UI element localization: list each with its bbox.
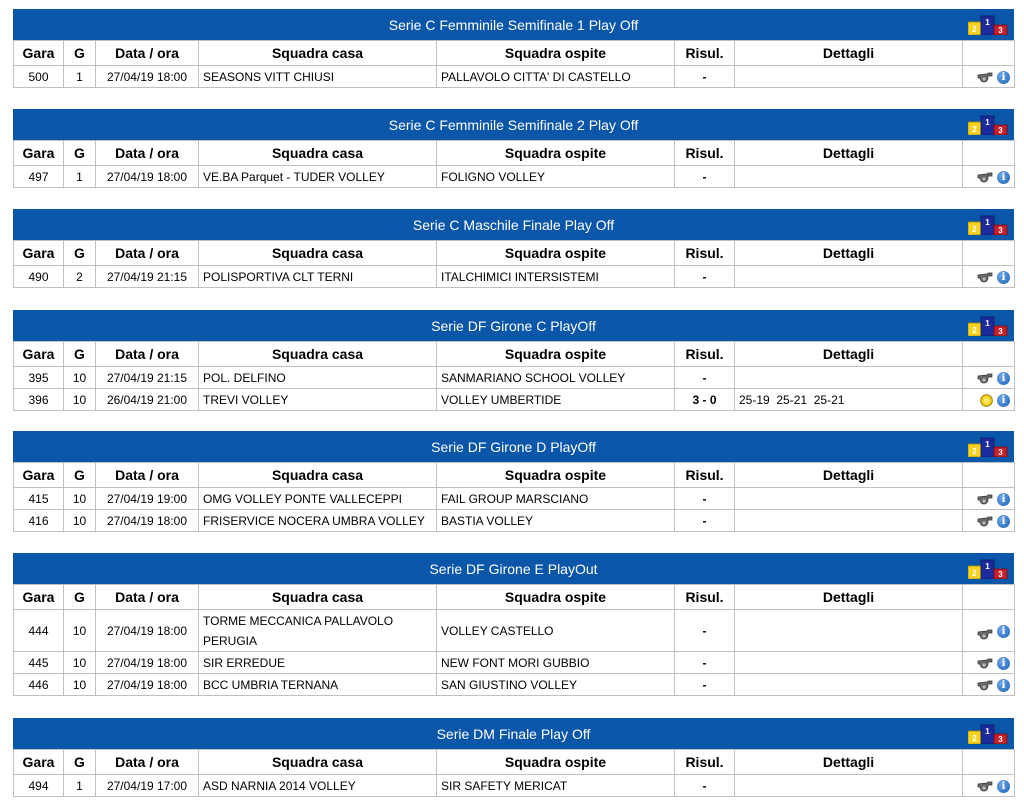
cell-data-ora: 27/04/19 21:15 (96, 367, 199, 389)
section-title: Serie C Femminile Semifinale 2 Play Off (388, 116, 639, 133)
cell-gara: 500 (14, 66, 64, 88)
section-title: Serie C Femminile Semifinale 1 Play Off (388, 16, 639, 33)
svg-text:2: 2 (972, 734, 977, 743)
col-header-g: G (64, 585, 96, 610)
cell-squadra-ospite: NEW FONT MORI GUBBIO (437, 652, 675, 674)
col-header-dettagli: Dettagli (735, 241, 963, 266)
cell-dettagli (735, 266, 963, 288)
svg-text:3: 3 (998, 570, 1003, 579)
info-icon[interactable]: i (997, 493, 1010, 506)
col-header-g: G (64, 41, 96, 66)
cell-squadra-ospite: FAIL GROUP MARSCIANO (437, 488, 675, 510)
col-header-gara: Gara (14, 750, 64, 775)
col-header-dettagli: Dettagli (735, 585, 963, 610)
cell-dettagli (735, 610, 963, 652)
games-table (13, 240, 1015, 288)
svg-text:1: 1 (985, 562, 990, 571)
whistle-icon[interactable] (977, 72, 993, 83)
cell-data-ora: 27/04/19 17:00 (96, 775, 199, 797)
cell-data-ora: 27/04/19 18:00 (96, 652, 199, 674)
col-header-risul: Risul. (675, 141, 735, 166)
info-icon[interactable]: i (997, 271, 1010, 284)
cell-actions (963, 488, 1015, 510)
cell-dettagli (735, 367, 963, 389)
col-header-dettagli: Dettagli (735, 750, 963, 775)
cell-squadra-ospite: BASTIA VOLLEY (437, 510, 675, 532)
games-table (13, 40, 1015, 88)
cell-squadra-casa: TORME MECCANICA PALLAVOLO PERUGIA (199, 610, 437, 652)
cell-squadra-ospite: PALLAVOLO CITTA' DI CASTELLO (437, 66, 675, 88)
col-header-data-ora: Data / ora (96, 463, 199, 488)
svg-text:3: 3 (998, 226, 1003, 235)
header-row (14, 241, 1015, 266)
table-row (14, 775, 1015, 797)
cell-data-ora: 27/04/19 19:00 (96, 488, 199, 510)
info-icon[interactable]: i (997, 679, 1010, 692)
col-header-risul: Risul. (675, 342, 735, 367)
podium-icon[interactable] (968, 15, 1008, 35)
table-row (14, 652, 1015, 674)
cell-dettagli (735, 775, 963, 797)
whistle-icon[interactable] (977, 781, 993, 792)
games-table (13, 341, 1015, 411)
cell-squadra-casa: BCC UMBRIA TERNANA (199, 674, 437, 696)
whistle-icon[interactable] (977, 516, 993, 527)
section-title-bar (13, 109, 1014, 140)
section (13, 9, 1014, 88)
col-header-squadra-casa: Squadra casa (199, 241, 437, 266)
table-row (14, 488, 1015, 510)
cell-squadra-casa: TREVI VOLLEY (199, 389, 437, 411)
col-header-risul: Risul. (675, 241, 735, 266)
info-icon[interactable]: i (997, 657, 1010, 670)
whistle-icon[interactable] (977, 272, 993, 283)
cell-giornata: 10 (64, 488, 96, 510)
cell-risultato: - (675, 166, 735, 188)
whistle-icon[interactable] (977, 626, 993, 637)
section (13, 431, 1014, 532)
section-title: Serie DF Girone D PlayOff (431, 438, 596, 455)
table-row (14, 367, 1015, 389)
section-title: Serie C Maschile Finale Play Off (412, 216, 615, 233)
whistle-icon[interactable] (977, 658, 993, 669)
col-header-gara: Gara (14, 342, 64, 367)
cell-gara: 446 (14, 674, 64, 696)
table-row (14, 510, 1015, 532)
table-row (14, 66, 1015, 88)
col-header-g: G (64, 342, 96, 367)
header-row (14, 41, 1015, 66)
cell-risultato: - (675, 266, 735, 288)
cell-squadra-ospite: SIR SAFETY MERICAT (437, 775, 675, 797)
section-title-bar (13, 310, 1014, 341)
cell-data-ora: 27/04/19 21:15 (96, 266, 199, 288)
cell-giornata: 1 (64, 66, 96, 88)
col-header-dettagli: Dettagli (735, 463, 963, 488)
cell-squadra-ospite: VOLLEY UMBERTIDE (437, 389, 675, 411)
info-icon[interactable]: i (997, 372, 1010, 385)
games-table (13, 462, 1015, 532)
section (13, 209, 1014, 288)
cell-squadra-casa: POL. DELFINO (199, 367, 437, 389)
whistle-icon[interactable] (977, 172, 993, 183)
col-header-risul: Risul. (675, 750, 735, 775)
table-row (14, 674, 1015, 696)
col-header-squadra-casa: Squadra casa (199, 585, 437, 610)
cell-giornata: 10 (64, 389, 96, 411)
svg-text:1: 1 (985, 727, 990, 736)
cell-dettagli (735, 674, 963, 696)
cell-squadra-ospite: FOLIGNO VOLLEY (437, 166, 675, 188)
svg-text:3: 3 (998, 26, 1003, 35)
col-header-squadra-ospite: Squadra ospite (437, 750, 675, 775)
whistle-icon[interactable] (977, 373, 993, 384)
col-header-gara: Gara (14, 585, 64, 610)
section (13, 718, 1014, 797)
section-title: Serie DM Finale Play Off (436, 725, 591, 742)
cell-actions (963, 166, 1015, 188)
medal-icon[interactable] (980, 394, 993, 407)
section-title-bar (13, 718, 1014, 749)
col-header-data-ora: Data / ora (96, 241, 199, 266)
cell-gara: 490 (14, 266, 64, 288)
cell-risultato: - (675, 652, 735, 674)
cell-risultato: - (675, 488, 735, 510)
svg-text:1: 1 (985, 440, 990, 449)
cell-risultato: - (675, 775, 735, 797)
cell-actions (963, 510, 1015, 532)
info-icon[interactable]: i (997, 780, 1010, 793)
svg-text:2: 2 (972, 326, 977, 335)
col-header-data-ora: Data / ora (96, 141, 199, 166)
section (13, 109, 1014, 188)
cell-gara: 444 (14, 610, 64, 652)
col-header-actions (963, 750, 1015, 775)
cell-giornata: 10 (64, 367, 96, 389)
podium-icon[interactable] (968, 215, 1008, 235)
cell-actions (963, 66, 1015, 88)
cell-dettagli (735, 166, 963, 188)
cell-actions (963, 674, 1015, 696)
cell-risultato: - (675, 510, 735, 532)
svg-text:2: 2 (972, 25, 977, 34)
cell-risultato: - (675, 610, 735, 652)
section-title-bar (13, 431, 1014, 462)
header-row (14, 342, 1015, 367)
col-header-actions (963, 141, 1015, 166)
section-title-bar (13, 553, 1014, 584)
cell-gara: 415 (14, 488, 64, 510)
cell-data-ora: 27/04/19 18:00 (96, 610, 199, 652)
cell-dettagli (735, 488, 963, 510)
svg-text:1: 1 (985, 319, 990, 328)
table-row (14, 166, 1015, 188)
col-header-squadra-ospite: Squadra ospite (437, 241, 675, 266)
cell-squadra-ospite: SANMARIANO SCHOOL VOLLEY (437, 367, 675, 389)
svg-text:1: 1 (985, 18, 990, 27)
cell-gara: 445 (14, 652, 64, 674)
col-header-data-ora: Data / ora (96, 41, 199, 66)
cell-squadra-casa: SEASONS VITT CHIUSI (199, 66, 437, 88)
svg-text:1: 1 (985, 218, 990, 227)
info-icon[interactable]: i (997, 394, 1010, 407)
section-title: Serie DF Girone C PlayOff (431, 317, 596, 334)
info-icon[interactable]: i (997, 171, 1010, 184)
games-table (13, 584, 1015, 696)
cell-data-ora: 27/04/19 18:00 (96, 674, 199, 696)
col-header-gara: Gara (14, 463, 64, 488)
svg-text:2: 2 (972, 569, 977, 578)
cell-dettagli: 25-19 25-21 25-21 (735, 389, 963, 411)
podium-icon[interactable] (968, 115, 1008, 135)
col-header-g: G (64, 141, 96, 166)
svg-text:3: 3 (998, 448, 1003, 457)
svg-text:3: 3 (998, 327, 1003, 336)
header-row (14, 750, 1015, 775)
col-header-risul: Risul. (675, 463, 735, 488)
col-header-g: G (64, 241, 96, 266)
col-header-data-ora: Data / ora (96, 342, 199, 367)
header-row (14, 585, 1015, 610)
section-title: Serie DF Girone E PlayOut (429, 560, 598, 577)
cell-squadra-casa: POLISPORTIVA CLT TERNI (199, 266, 437, 288)
podium-icon[interactable] (968, 724, 1008, 744)
col-header-actions (963, 463, 1015, 488)
cell-gara: 396 (14, 389, 64, 411)
col-header-g: G (64, 463, 96, 488)
col-header-actions (963, 41, 1015, 66)
section-title-bar (13, 209, 1014, 240)
cell-squadra-casa: ASD NARNIA 2014 VOLLEY (199, 775, 437, 797)
col-header-squadra-ospite: Squadra ospite (437, 463, 675, 488)
cell-data-ora: 27/04/19 18:00 (96, 510, 199, 532)
col-header-squadra-casa: Squadra casa (199, 463, 437, 488)
svg-text:3: 3 (998, 735, 1003, 744)
svg-text:3: 3 (998, 126, 1003, 135)
col-header-risul: Risul. (675, 585, 735, 610)
cell-actions (963, 775, 1015, 797)
col-header-dettagli: Dettagli (735, 342, 963, 367)
cell-giornata: 1 (64, 166, 96, 188)
col-header-data-ora: Data / ora (96, 750, 199, 775)
col-header-gara: Gara (14, 41, 64, 66)
cell-data-ora: 27/04/19 18:00 (96, 166, 199, 188)
col-header-gara: Gara (14, 241, 64, 266)
cell-dettagli (735, 66, 963, 88)
cell-risultato: - (675, 66, 735, 88)
section (13, 310, 1014, 411)
col-header-squadra-casa: Squadra casa (199, 141, 437, 166)
cell-actions (963, 610, 1015, 652)
cell-gara: 494 (14, 775, 64, 797)
podium-icon[interactable] (968, 316, 1008, 336)
cell-dettagli (735, 652, 963, 674)
table-row (14, 266, 1015, 288)
cell-risultato: - (675, 674, 735, 696)
games-table (13, 749, 1015, 797)
col-header-actions (963, 241, 1015, 266)
cell-squadra-ospite: ITALCHIMICI INTERSISTEMI (437, 266, 675, 288)
cell-squadra-casa: VE.BA Parquet - TUDER VOLLEY (199, 166, 437, 188)
col-header-dettagli: Dettagli (735, 141, 963, 166)
cell-gara: 497 (14, 166, 64, 188)
cell-actions (963, 367, 1015, 389)
col-header-squadra-ospite: Squadra ospite (437, 141, 675, 166)
cell-data-ora: 26/04/19 21:00 (96, 389, 199, 411)
cell-squadra-casa: SIR ERREDUE (199, 652, 437, 674)
table-row (14, 389, 1015, 411)
info-icon[interactable]: i (997, 515, 1010, 528)
cell-giornata: 10 (64, 510, 96, 532)
col-header-actions (963, 342, 1015, 367)
info-icon[interactable]: i (997, 625, 1010, 638)
cell-gara: 416 (14, 510, 64, 532)
cell-squadra-casa: FRISERVICE NOCERA UMBRA VOLLEY (199, 510, 437, 532)
cell-actions (963, 389, 1015, 411)
svg-text:2: 2 (972, 125, 977, 134)
section-title-bar (13, 9, 1014, 40)
cell-giornata: 2 (64, 266, 96, 288)
svg-text:2: 2 (972, 225, 977, 234)
col-header-squadra-ospite: Squadra ospite (437, 41, 675, 66)
svg-text:1: 1 (985, 118, 990, 127)
info-icon[interactable]: i (997, 71, 1010, 84)
cell-actions (963, 652, 1015, 674)
table-row (14, 610, 1015, 652)
whistle-icon[interactable] (977, 680, 993, 691)
cell-risultato: - (675, 367, 735, 389)
cell-giornata: 10 (64, 652, 96, 674)
header-row (14, 141, 1015, 166)
podium-icon[interactable] (968, 559, 1008, 579)
col-header-g: G (64, 750, 96, 775)
col-header-risul: Risul. (675, 41, 735, 66)
cell-squadra-casa: OMG VOLLEY PONTE VALLECEPPI (199, 488, 437, 510)
col-header-squadra-ospite: Squadra ospite (437, 342, 675, 367)
col-header-gara: Gara (14, 141, 64, 166)
col-header-squadra-casa: Squadra casa (199, 41, 437, 66)
cell-squadra-ospite: SAN GIUSTINO VOLLEY (437, 674, 675, 696)
whistle-icon[interactable] (977, 494, 993, 505)
cell-giornata: 10 (64, 610, 96, 652)
col-header-actions (963, 585, 1015, 610)
col-header-squadra-ospite: Squadra ospite (437, 585, 675, 610)
cell-squadra-ospite: VOLLEY CASTELLO (437, 610, 675, 652)
cell-gara: 395 (14, 367, 64, 389)
col-header-squadra-casa: Squadra casa (199, 750, 437, 775)
col-header-dettagli: Dettagli (735, 41, 963, 66)
col-header-squadra-casa: Squadra casa (199, 342, 437, 367)
cell-data-ora: 27/04/19 18:00 (96, 66, 199, 88)
header-row (14, 463, 1015, 488)
games-table (13, 140, 1015, 188)
cell-actions (963, 266, 1015, 288)
cell-giornata: 1 (64, 775, 96, 797)
cell-dettagli (735, 510, 963, 532)
cell-giornata: 10 (64, 674, 96, 696)
section (13, 553, 1014, 696)
cell-risultato: 3 - 0 (675, 389, 735, 411)
svg-text:2: 2 (972, 447, 977, 456)
col-header-data-ora: Data / ora (96, 585, 199, 610)
podium-icon[interactable] (968, 437, 1008, 457)
